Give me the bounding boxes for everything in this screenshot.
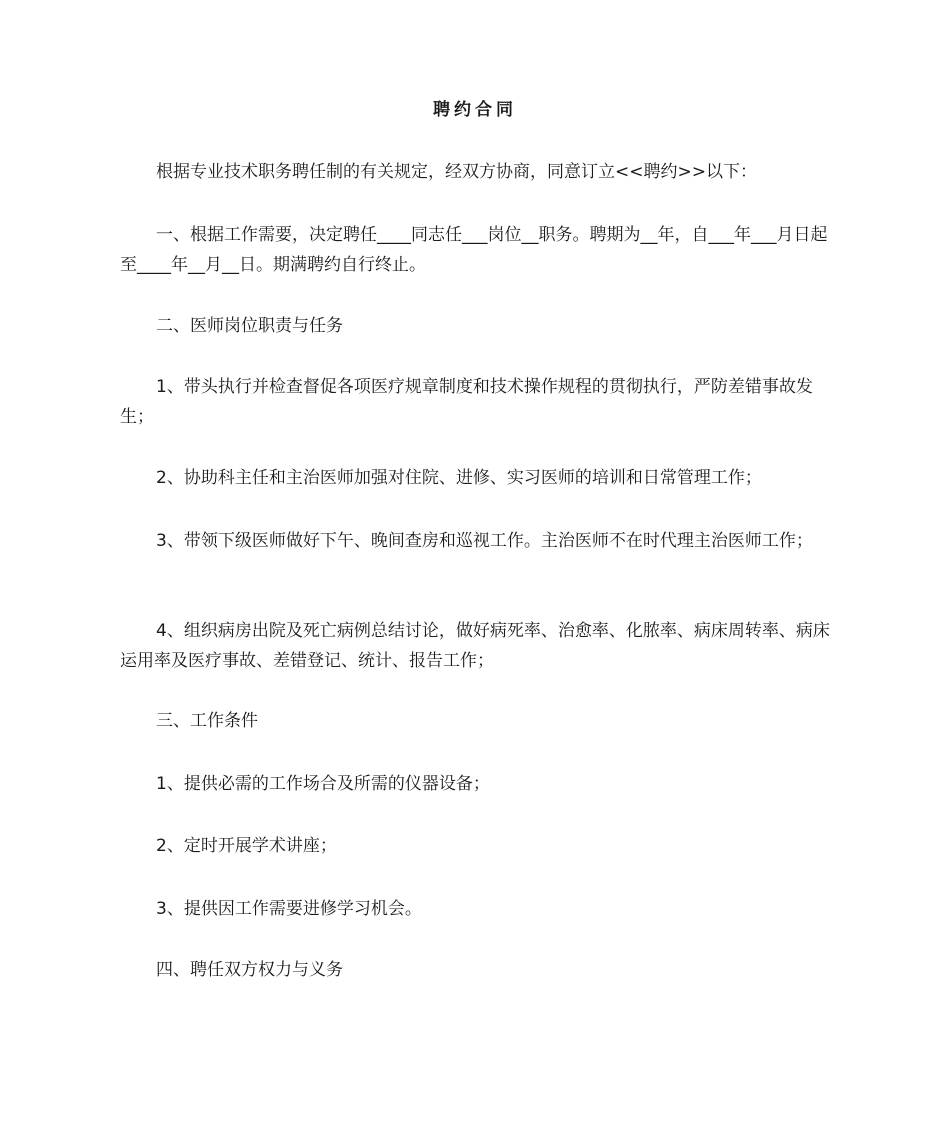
paragraph-section-1: 一、根据工作需要，决定聘任____同志任___岗位__职务。聘期为__年，自___年___月日起至____年__月__日。期满聘约自行终止。 bbox=[120, 225, 828, 275]
paragraph-duty-2: 2、协助科主任和主治医师加强对住院、进修、实习医师的培训和日常管理工作； bbox=[156, 468, 762, 488]
section-heading-conditions: 三、工作条件 bbox=[156, 711, 258, 731]
section-heading-rights: 四、聘任双方权力与义务 bbox=[156, 960, 343, 980]
document-title: 聘约合同 bbox=[433, 100, 517, 120]
section-heading-duties: 二、医师岗位职责与任务 bbox=[156, 316, 343, 336]
paragraph-condition-1: 1、提供必需的工作场合及所需的仪器设备； bbox=[156, 774, 490, 794]
paragraph-intro: 根据专业技术职务聘任制的有关规定，经双方协商，同意订立<<聘约>>以下： bbox=[156, 162, 757, 182]
paragraph-condition-3: 3、提供因工作需要进修学习机会。 bbox=[156, 899, 422, 919]
paragraph-duty-3: 3、带领下级医师做好下午、晚间查房和巡视工作。主治医师不在时代理主治医师工作； bbox=[156, 531, 813, 551]
paragraph-duty-4: 4、组织病房出院及死亡病例总结讨论，做好病死率、治愈率、化脓率、病床周转率、病床运用率及医疗事故、差错登记、统计、报告工作； bbox=[120, 621, 830, 671]
paragraph-duty-1: 1、带头执行并检查督促各项医疗规章制度和技术操作规程的贯彻执行，严防差错事故发生； bbox=[120, 377, 813, 427]
paragraph-condition-2: 2、定时开展学术讲座； bbox=[156, 836, 337, 856]
